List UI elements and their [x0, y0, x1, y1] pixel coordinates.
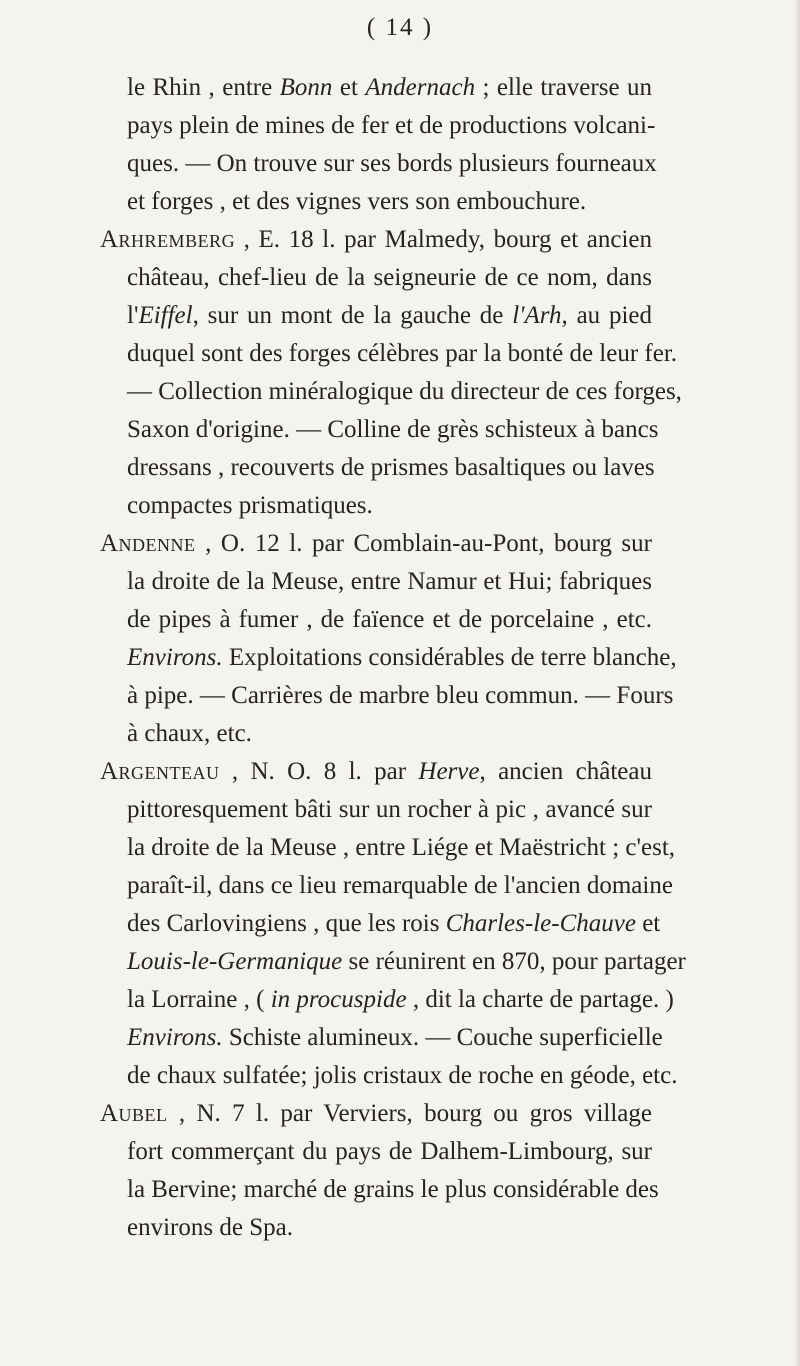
page-edge-shadow: [794, 0, 800, 1366]
place-name: Aubel: [100, 1100, 168, 1127]
place-name: Arhremberg: [100, 226, 236, 253]
section-label: Environs.: [127, 644, 223, 671]
place-name: Argenteau: [100, 758, 220, 785]
place-name: Andenne: [100, 530, 196, 557]
book-page: ( 14 ) le Rhin , entre Bonn et Andernach ; elle traverse un pays plein de mines de fer et de productions volcani- ques. — On trouve sur ses bords plusieurs fourneaux et forges , et des vignes vers son embouchure. Arhremberg , E. 18 l. par Malmedy, bourg et ancien château, chef-lieu de la seigneurie de ce nom, dans l'Eiffel, sur un mont de la gauche de l'Arh, au pied duquel sont des forges célèbres par la bonté de leur fer. — Collection minéralogique du directeur de ces forges, Saxon d'origine. — Colline de grès schisteux à bancs dressans , recouverts de prismes basaltiques ou laves compactes prismatiques. Andenne , O. 12 l. par Comblain-au-Pont, bourg sur la droite de la Meuse, entre Namur et Hui; fabriques de pipes à fumer , de faïence et de porcelaine , etc. Environs. Exploitations considérables de terre blanche, à pipe. — Carrières de marbre bleu commun. — Fours à chaux, etc. Argenteau , N. O. 8 l. par Herve, ancien château pittoresquement bâti sur un rocher à pic , avancé sur la droite de la Meuse , entre Liége et Maëstricht ; c'est, paraît-il, dans ce lieu remarquable de l'ancien domaine des Carlovingiens , que les rois Charles-le-Chauve et Louis-le-Germanique se réunirent en 870, pour partager la Lorraine , ( in procuspide , dit la charte de partage. ) Environs. Schiste alumineux. — Couche superficielle de chaux sulfatée; jolis cristaux de roche en géode, etc. Aubel , N. 7 l. par Verviers, bourg ou gros village fort commerçant du pays de Dalhem-Limbourg, sur la Bervine; marché de grains le plus considérable des environs de Spa.: [0, 0, 800, 1366]
page-number: ( 14 ): [366, 14, 434, 41]
section-label: Environs.: [127, 1024, 223, 1051]
